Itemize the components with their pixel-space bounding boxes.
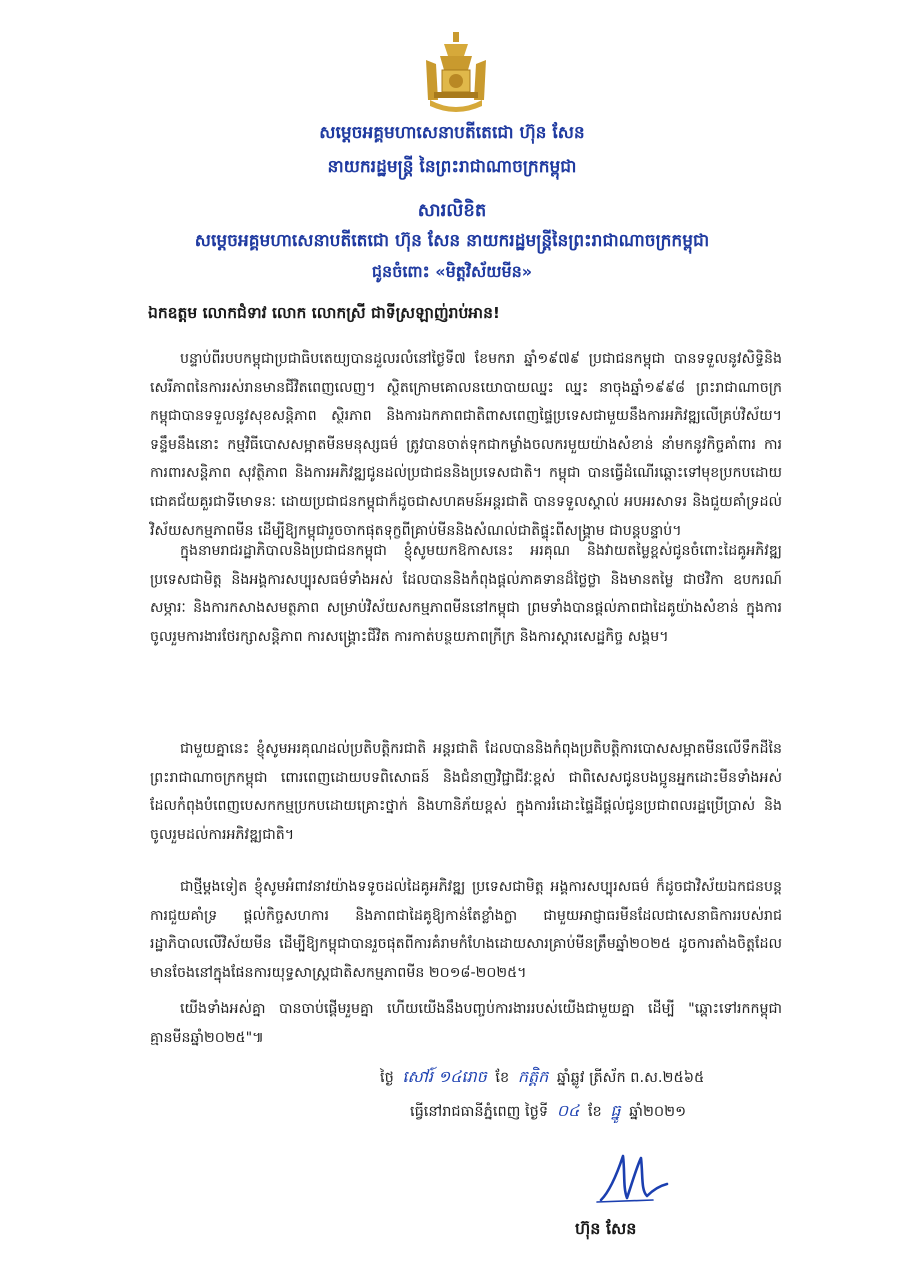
handwritten-signature	[593, 1150, 673, 1206]
issuer-title: សម្តេចអគ្គមហាសេនាបតីតេជោ ហ៊ុន សែន	[319, 123, 585, 143]
month-handwritten: ធ្នូ	[610, 1101, 621, 1120]
lunar-month-label: ខែ	[495, 1070, 510, 1086]
body-paragraph-3: ជាមួយគ្នានេះ ខ្ញុំសូមអរគុណដល់ប្រតិបត្តិករជាតិ អន្តរជាតិ ដែលបាននិងកំពុងប្រតិបត្តិការបោសសម្អាតមីនលើទឹកដីនៃព្រះរាជាណាចក្រកម្ពុជា ពោរពេញដោយបទពិសោធន៍ និងជំនាញវិជ្ជាជីវៈខ្ពស់ ជាពិសេសជូនបងប្អូនអ្នកដោះមីនទាំងអស់ ដែលកំពុងបំពេញបេសកកម្មប្រកបដោយគ្រោះថ្នាក់ និងហានិភ័យខ្ពស់ ក្នុងការរំដោះផ្ទៃដីផ្តល់ជូនប្រជាពលរដ្ឋប្រើប្រាស់ និងចូលរួមដល់ការអភិវឌ្ឍជាតិ។	[150, 741, 782, 843]
salutation: ឯកឧត្តម លោកជំទាវ លោក លោកស្រី ជាទីស្រឡាញ់រាប់អាន!	[148, 304, 500, 322]
year: ឆ្នាំ២០២១	[629, 1104, 687, 1120]
document-recipient: ជូនចំពោះ «មិត្តវិស័យមីន»	[371, 262, 533, 281]
body-paragraph-4: ជាថ្មីម្តងទៀត ខ្ញុំសូមអំពាវនាវយ៉ាងទទូចដល់ដៃគូអភិវឌ្ឍ ប្រទេសជាមិត្ត អង្គការសប្បុរសធម៌ ក៏ដូចជាវិស័យឯកជនបន្តការជួយគាំទ្រ ផ្តល់កិច្ចសហការ និងភាពជាដៃគូឱ្យកាន់តែខ្លាំងក្លា ជាមួយអាជ្ញាធរមីនដែលជាសេនាធិការរបស់រាជរដ្ឋាភិបាលលើវិស័យមីន ដើម្បីឱ្យកម្ពុជាបានរួចផុតពីការគំរាមកំហែងដោយសារគ្រាប់មីនត្រឹមឆ្នាំ២០២៥ ដូចការតាំងចិត្តដែលមានចែងនៅក្នុងផែនការយុទ្ធសាស្ត្រជាតិសកម្មភាពមីន ២០១៨-២០២៥។	[150, 879, 782, 981]
month-label: ខែ	[587, 1104, 602, 1120]
body-paragraph-1: បន្ទាប់ពីរបបកម្ពុជាប្រជាធិបតេយ្យបានដួលរលំនៅថ្ងៃទី៧ ខែមករា ឆ្នាំ១៩៧៩ ប្រជាជនកម្ពុជា បានទទួលនូវសិទ្ធិនិងសេរីភាពនៃការរស់រានមានជីវិតពេញលេញ។ ស្ថិតក្រោមគោលនយោបាយឈ្នះ ឈ្នះ នាចុងឆ្នាំ១៩៩៨ ព្រះរាជាណាចក្រកម្ពុជាបានទទួលនូវសុខសន្តិភាព ស្ថិរភាព និងការឯកភាពជាតិពាសពេញផ្ទៃប្រទេសជាមួយនឹងការអភិវឌ្ឍលើគ្រប់វិស័យ។ ទន្ទឹមនឹងនោះ កម្មវិធីបោសសម្អាតមីនមនុស្សធម៌ ត្រូវបានចាត់ទុកជាកម្លាំងចលករមួយយ៉ាងសំខាន់ នាំមកនូវកិច្ចគាំពារ ការការពារសន្តិភាព សុវត្ថិភាព និងការអភិវឌ្ឍជូនដល់ប្រជាជននិងប្រទេសជាតិ។ កម្ពុជា បានធ្វើដំណើរឆ្ពោះទៅមុខប្រកបដោយជោគជ័យគួរជាទីមោទនៈ ដោយប្រជាជនកម្ពុជាក៏ដូចជាសហគមន៍អន្តរជាតិ បានទទួលស្គាល់ អបអរសាទរ និងជួយគាំទ្រដល់វិស័យសកម្មភាពមីន ដើម្បីឱ្យកម្ពុជារួចចាកផុតទុក្ខពីគ្រាប់មីននិងសំណល់ជាតិផ្ទុះពីសង្គ្រាម ជាបន្តបន្ទាប់។	[150, 351, 782, 539]
lunar-date-line	[380, 1066, 704, 1090]
lunar-date-prefix: ថ្ងៃ	[380, 1070, 394, 1086]
place-date-prefix: ធ្វើនៅរាជធានីភ្នំពេញ ថ្ងៃទី	[410, 1104, 549, 1120]
day-handwritten: ០៤	[556, 1101, 580, 1120]
lunar-year: ឆ្នាំឆ្លូវ ត្រីស័ក ព.ស.២៥៦៥	[556, 1070, 705, 1086]
place-date-line	[410, 1100, 686, 1124]
royal-emblem-icon	[416, 30, 496, 118]
signatory-name: ហ៊ុន សែន	[575, 1219, 637, 1238]
document-title: សារលិខិត	[417, 200, 487, 221]
document-subtitle: សម្តេចអគ្គមហាសេនាបតីតេជោ ហ៊ុន សែន នាយករដ្ឋមន្ត្រីនៃព្រះរាជាណាចក្រកម្ពុជា	[194, 231, 710, 251]
body-paragraph-5: យើងទាំងអស់គ្នា បានចាប់ផ្តើមរួមគ្នា ហើយយើងនឹងបញ្ចប់ការងាររបស់យើងជាមួយគ្នា ដើម្បី "ឆ្ពោះទៅរកកម្ពុជាគ្មានមីនឆ្នាំ២០២៥"៕	[150, 1001, 782, 1046]
lunar-day-handwritten: សៅរ៍ ១៤រោច	[402, 1067, 487, 1086]
lunar-month-handwritten: កត្តិក	[517, 1067, 549, 1086]
body-paragraph-2: ក្នុងនាមរាជរដ្ឋាភិបាលនិងប្រជាជនកម្ពុជា ខ្ញុំសូមយកឱកាសនេះ អរគុណ និងវាយតម្លៃខ្ពស់ជូនចំពោះដៃគូអភិវឌ្ឍ ប្រទេសជាមិត្ត និងអង្គការសប្បុរសធម៌ទាំងអស់ ដែលបាននិងកំពុងផ្តល់ភាគទានដ៏ថ្លៃថ្លា និងមានតម្លៃ ជាថវិកា ឧបករណ៍សម្ភារៈ និងការកសាងសមត្ថភាព សម្រាប់វិស័យសកម្មភាពមីននៅកម្ពុជា ព្រមទាំងបានផ្តល់ភាពជាដៃគូយ៉ាងសំខាន់ ក្នុងការចូលរួមការងារថែរក្សាសន្តិភាព ការសង្គ្រោះជីវិត ការកាត់បន្ថយភាពក្រីក្រ និងការស្តារសេដ្ឋកិច្ច សង្គម។	[150, 543, 782, 645]
issuer-position: នាយករដ្ឋមន្ត្រី នៃព្រះរាជាណាចក្រកម្ពុជា	[327, 157, 577, 177]
